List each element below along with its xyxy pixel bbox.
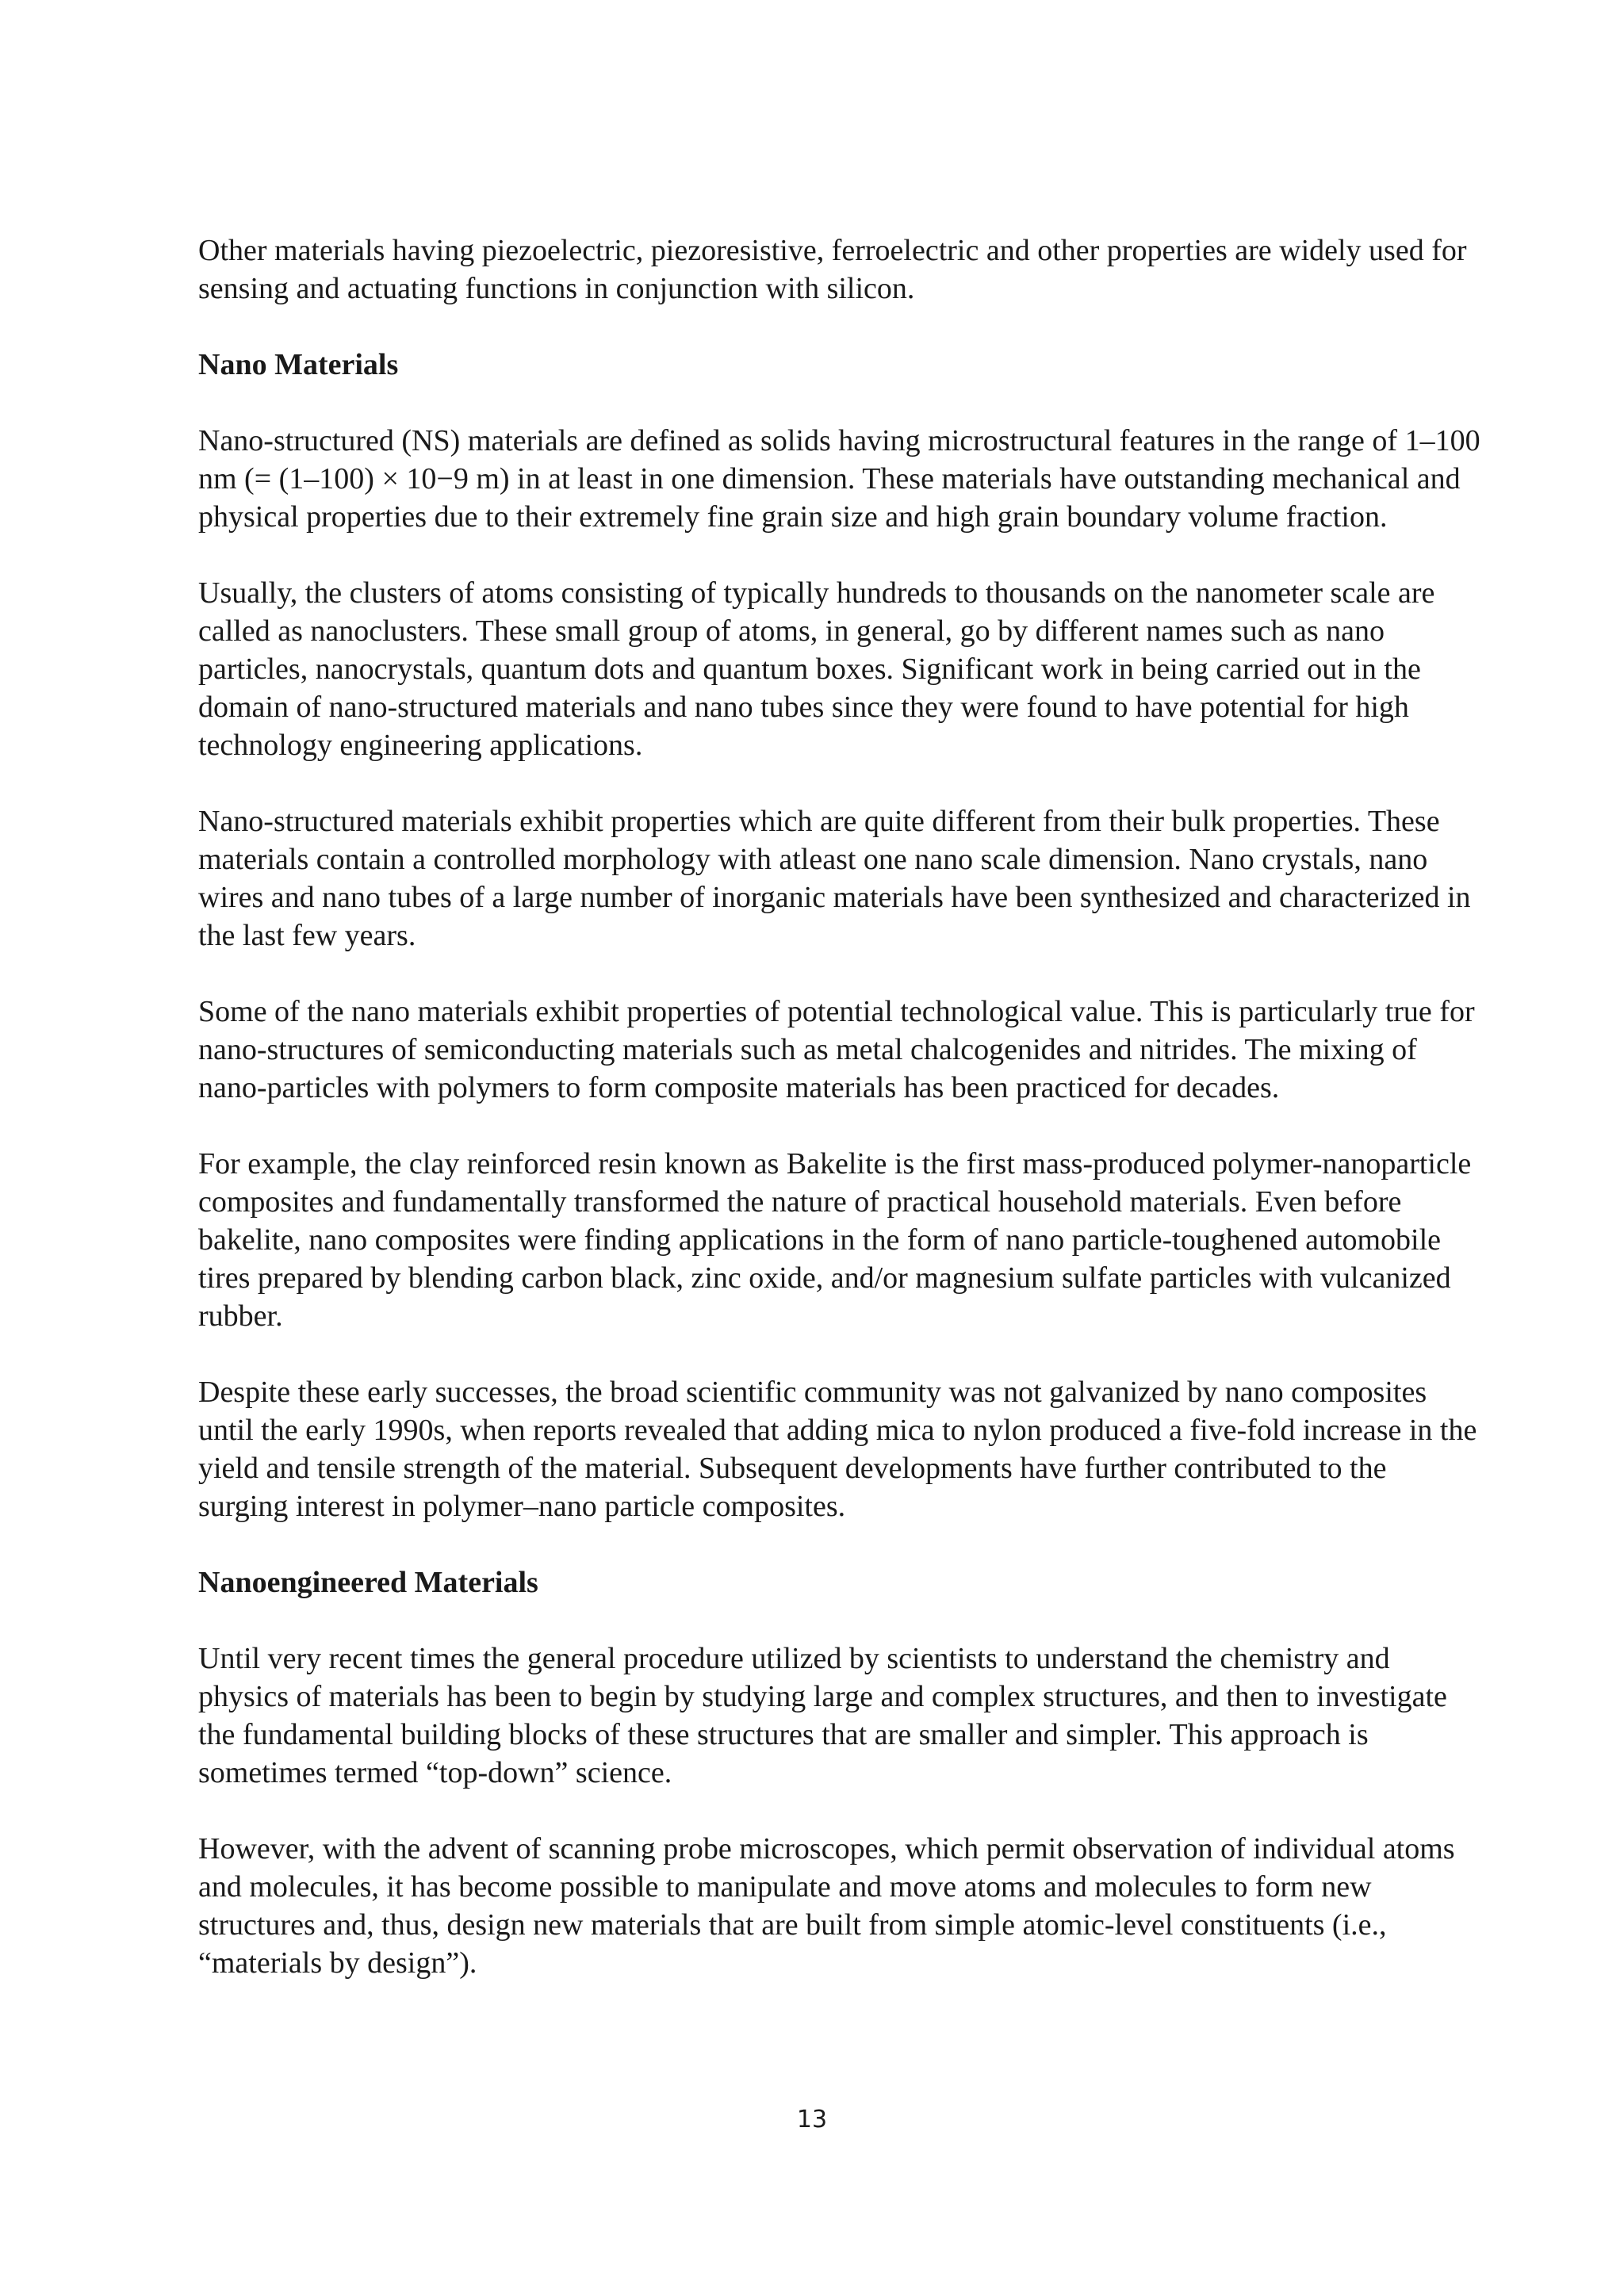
paragraph: Nano-structured materials exhibit properties which are quite different from their bulk properties. These materials contain a controlled morphology with atleast one nano scale dimension. Nano crystals, nano wires and nano tubes of a large number of inorganic materials have been synthesized and characterized in the last few years. (198, 805, 1471, 952)
paragraph: Usually, the clusters of atoms consisting of typically hundreds to thousands on the nanometer scale are called as nanoclusters. These small group of atoms, in general, go by different names such as nano particles, nanocrystals, quantum dots and quantum boxes. Significant work in being carried out in the domain of nano-structured materials and nano tubes since they were found to have potential for high technology engineering applications. (198, 576, 1435, 762)
paragraph: For example, the clay reinforced resin known as Bakelite is the first mass-produced polymer-nanoparticle composites and fundamentally transformed the nature of practical household materials. Even before bakelite, nano composites were finding applications in the form of nano particle-toughened automobile tires prepared by blending carbon black, zinc oxide, and/or magnesium sulfate particles with vulcanized rubber. (198, 1147, 1472, 1333)
page-number: 13 (796, 2106, 828, 2133)
document-page (198, 232, 1483, 2020)
section-heading-nano-materials: Nano Materials (198, 348, 399, 381)
paragraph: Nano-structured (NS) materials are defined as solids having microstructural features in the range of 1–100 nm (= (1–100) × 10−9 m) in at least in one dimension. These materials have outstanding mechanical and physical properties due to their extremely fine grain size and high grain boundary volume fraction. (198, 424, 1480, 534)
paragraph: However, with the advent of scanning probe microscopes, which permit observation of individual atoms and molecules, it has become possible to manipulate and move atoms and molecules to form new structures and, thus, design new materials that are built from simple atomic-level constituents (i.e., “materials by design”). (198, 1832, 1455, 1980)
intro-paragraph: Other materials having piezoelectric, piezoresistive, ferroelectric and other properties are widely used for sensing and actuating functions in conjunction with silicon. (198, 234, 1467, 305)
paragraph: Until very recent times the general procedure utilized by scientists to understand the chemistry and physics of materials has been to begin by studying large and complex structures, and then to investigate the fundamental building blocks of these structures that are smaller and simpler. This approach is sometimes termed “top-down” science. (198, 1642, 1447, 1789)
section-heading-nanoengineered-materials: Nanoengineered Materials (198, 1566, 538, 1599)
paragraph: Despite these early successes, the broad scientific community was not galvanized by nano composites until the early 1990s, when reports revealed that adding mica to nylon produced a five-fold increase in the yield and tensile strength of the material. Subsequent developments have further contributed to the surging interest in polymer–nano particle composites. (198, 1376, 1477, 1523)
paragraph: Some of the nano materials exhibit properties of potential technological value. This is particularly true for nano-structures of semiconducting materials such as metal chalcogenides and nitrides. The mixing of nano-particles with polymers to form composite materials has been practiced for decades. (198, 995, 1475, 1104)
